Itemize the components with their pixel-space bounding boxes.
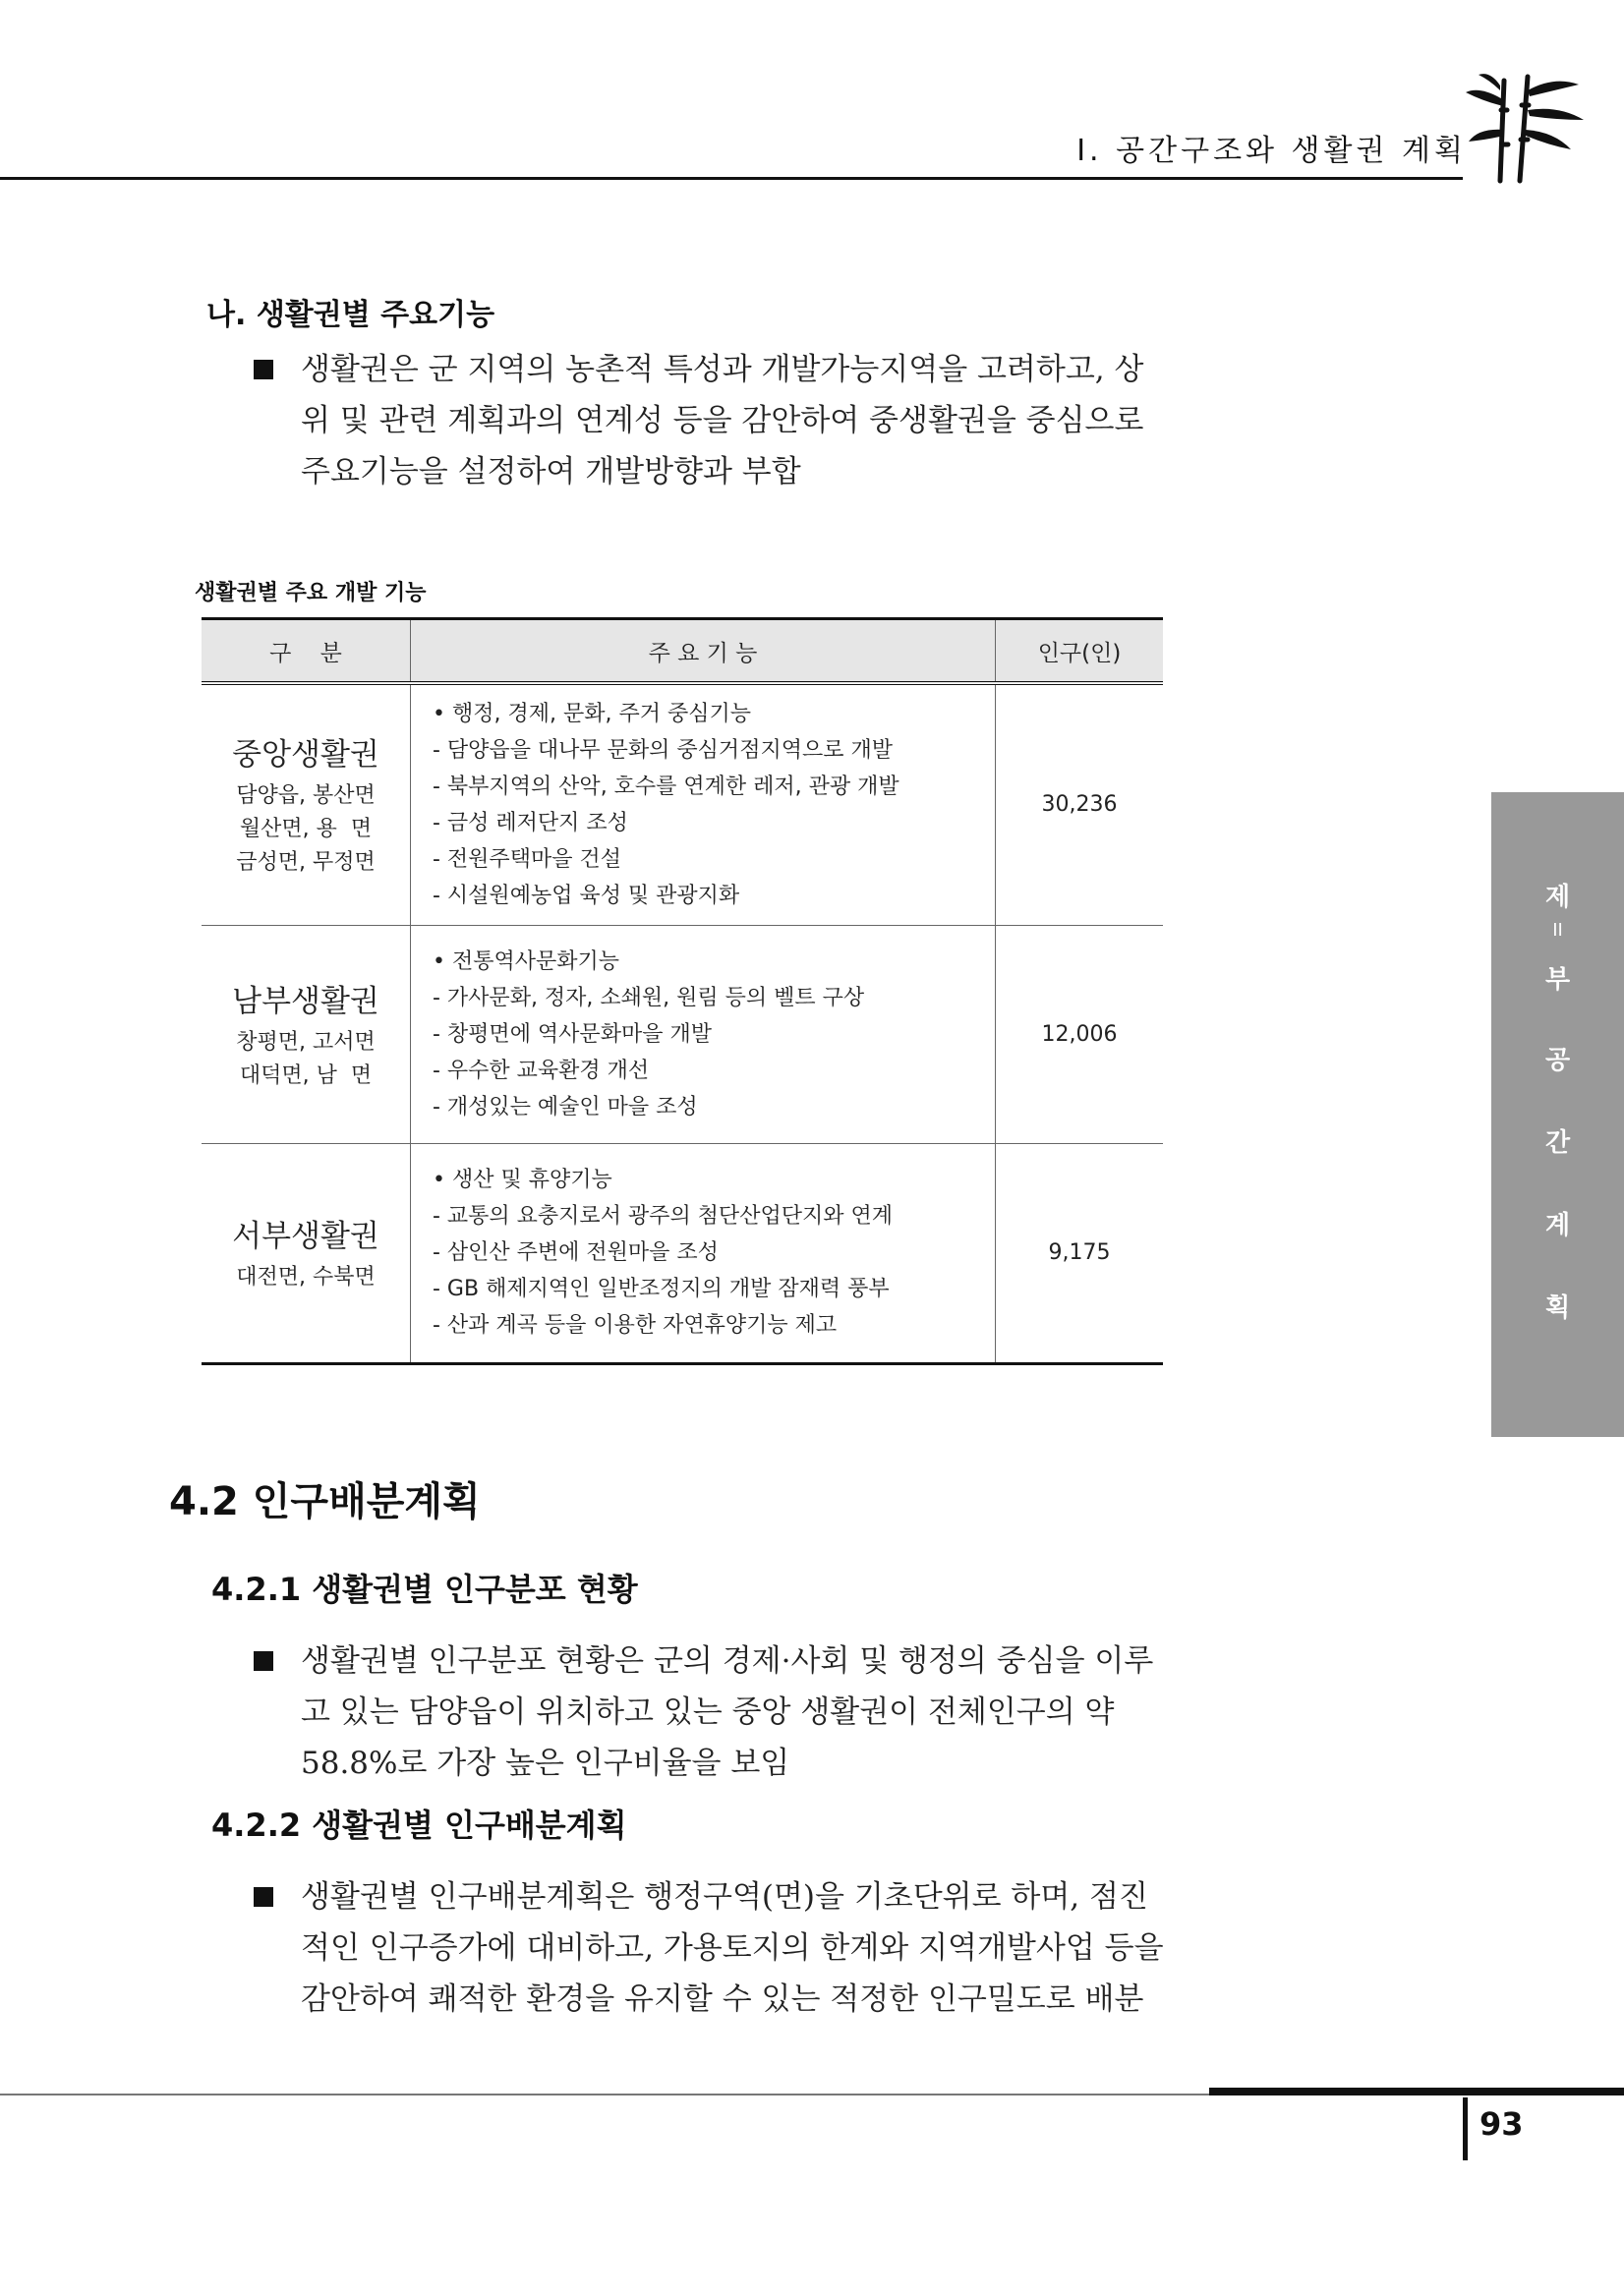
paragraph	[254, 344, 1168, 497]
paragraph	[254, 1871, 1168, 2025]
side-tab-char: II	[1552, 920, 1563, 941]
table-row	[202, 925, 1163, 1143]
paragraph-text: 생활권은 군 지역의 농촌적 특성과 개발가능지역을 고려하고, 상위 및 관련 계획과의 연계성 등을 감안하여 중생활권을 중심으로 주요기능을 설정하여 개발방향과 부합	[301, 352, 1144, 489]
footer-rule-thick	[1209, 2088, 1624, 2095]
side-tab-char: 제	[1544, 883, 1571, 912]
side-tab-char: 공	[1544, 1046, 1571, 1075]
zone-name: 서부생활권	[232, 1219, 379, 1254]
table-caption: 생활권별 주요 개발 기능	[195, 581, 427, 605]
zone-cell	[202, 1143, 411, 1363]
function-item: - 금성 레저단지 조성	[433, 810, 628, 835]
function-item: - 삼인산 주변에 전원마을 조성	[433, 1240, 719, 1265]
chapter-title: Ⅰ. 공간구조와 생활권 계획	[1076, 134, 1467, 168]
bamboo-logo	[1461, 71, 1589, 185]
subsection-heading-4-2-1: 4.2.1 생활권별 인구분포 현황	[211, 1571, 638, 1608]
paragraph-text: 생활권별 인구분포 현황은 군의 경제·사회 및 행정의 중심을 이루고 있는 담양읍이 위치하고 있는 중앙 생활권이 전체인구의 약 58.8%로 가장 높은 인구비율을 보임	[301, 1643, 1154, 1781]
table-row	[202, 1143, 1163, 1363]
function-item: - 교통의 요충지로서 광주의 첨단산업단지와 연계	[433, 1204, 893, 1229]
function-item: - 개성있는 예술인 마을 조성	[433, 1094, 698, 1119]
functions-cell	[411, 1143, 996, 1363]
function-item: - 창평면에 역사문화마을 개발	[433, 1021, 712, 1047]
zone-cell	[202, 683, 411, 925]
zone-area: 대전면, 수북면	[236, 1265, 376, 1290]
section-heading-4-2: 4.2 인구배분계획	[169, 1479, 481, 1524]
zone-name: 중앙생활권	[232, 737, 379, 774]
side-tab-char: 부	[1544, 965, 1571, 995]
function-item: • 전통역사문화기능	[433, 948, 619, 974]
function-item: - 담양읍을 대나무 문화의 중심거점지역으로 개발	[433, 737, 893, 763]
function-item: - 산과 계곡 등을 이용한 자연휴양기능 제고	[433, 1313, 838, 1338]
side-tab	[1491, 792, 1624, 1437]
functions-cell	[411, 925, 996, 1143]
function-item: - 북부지역의 산악, 호수를 연계한 레저, 관광 개발	[433, 774, 899, 799]
table-header-row	[202, 619, 1163, 684]
section-heading: 나. 생활권별 주요기능	[206, 298, 495, 332]
function-table	[202, 617, 1163, 1365]
paragraph-text: 생활권별 인구배분계획은 행정구역(면)을 기초단위로 하며, 점진적인 인구증가에 대비하고, 가용토지의 한계와 지역개발사업 등을 감안하여 쾌적한 환경을 유지할 수 있는 적정한 인구밀도로 배분	[301, 1879, 1164, 2017]
function-item: • 생산 및 휴양기능	[433, 1168, 612, 1192]
zone-area: 창평면, 고서면	[236, 1029, 376, 1055]
functions-cell	[411, 683, 996, 925]
header-population: 인구(인)	[996, 619, 1164, 684]
function-item: - 전원주택마을 건설	[433, 846, 621, 872]
function-item: - 시설원예농업 육성 및 관광지화	[433, 883, 740, 908]
zone-name: 남부생활권	[232, 983, 379, 1019]
table-row	[202, 683, 1163, 925]
population-cell: 30,236	[996, 683, 1164, 925]
side-tab-char: 간	[1544, 1128, 1571, 1158]
zone-area: 월산면, 용 면	[239, 817, 373, 842]
header-functions: 주 요 기 능	[411, 619, 996, 684]
zone-area: 대덕면, 남 면	[239, 1062, 373, 1088]
function-item: • 행정, 경제, 문화, 주거 중심기능	[433, 701, 751, 726]
subsection-heading-4-2-2: 4.2.2 생활권별 인구배분계획	[211, 1807, 627, 1844]
zone-area: 금성면, 무정면	[236, 850, 376, 876]
zone-cell	[202, 925, 411, 1143]
paragraph	[254, 1636, 1168, 1789]
header-rule	[0, 177, 1463, 180]
footer-bar	[1463, 2097, 1468, 2160]
zone-area: 담양읍, 봉산면	[236, 783, 376, 809]
function-item: - GB 해제지역인 일반조정지의 개발 잠재력 풍부	[433, 1277, 890, 1301]
header-category: 구 분	[202, 619, 411, 684]
function-item: - 가사문화, 정자, 소쇄원, 원림 등의 벨트 구상	[433, 985, 865, 1010]
population-cell: 9,175	[996, 1143, 1164, 1363]
function-item: - 우수한 교육환경 개선	[433, 1058, 650, 1083]
population-cell: 12,006	[996, 925, 1164, 1143]
side-tab-char: 획	[1544, 1293, 1571, 1323]
side-tab-char: 계	[1544, 1211, 1571, 1240]
page-number: 93	[1479, 2105, 1524, 2143]
